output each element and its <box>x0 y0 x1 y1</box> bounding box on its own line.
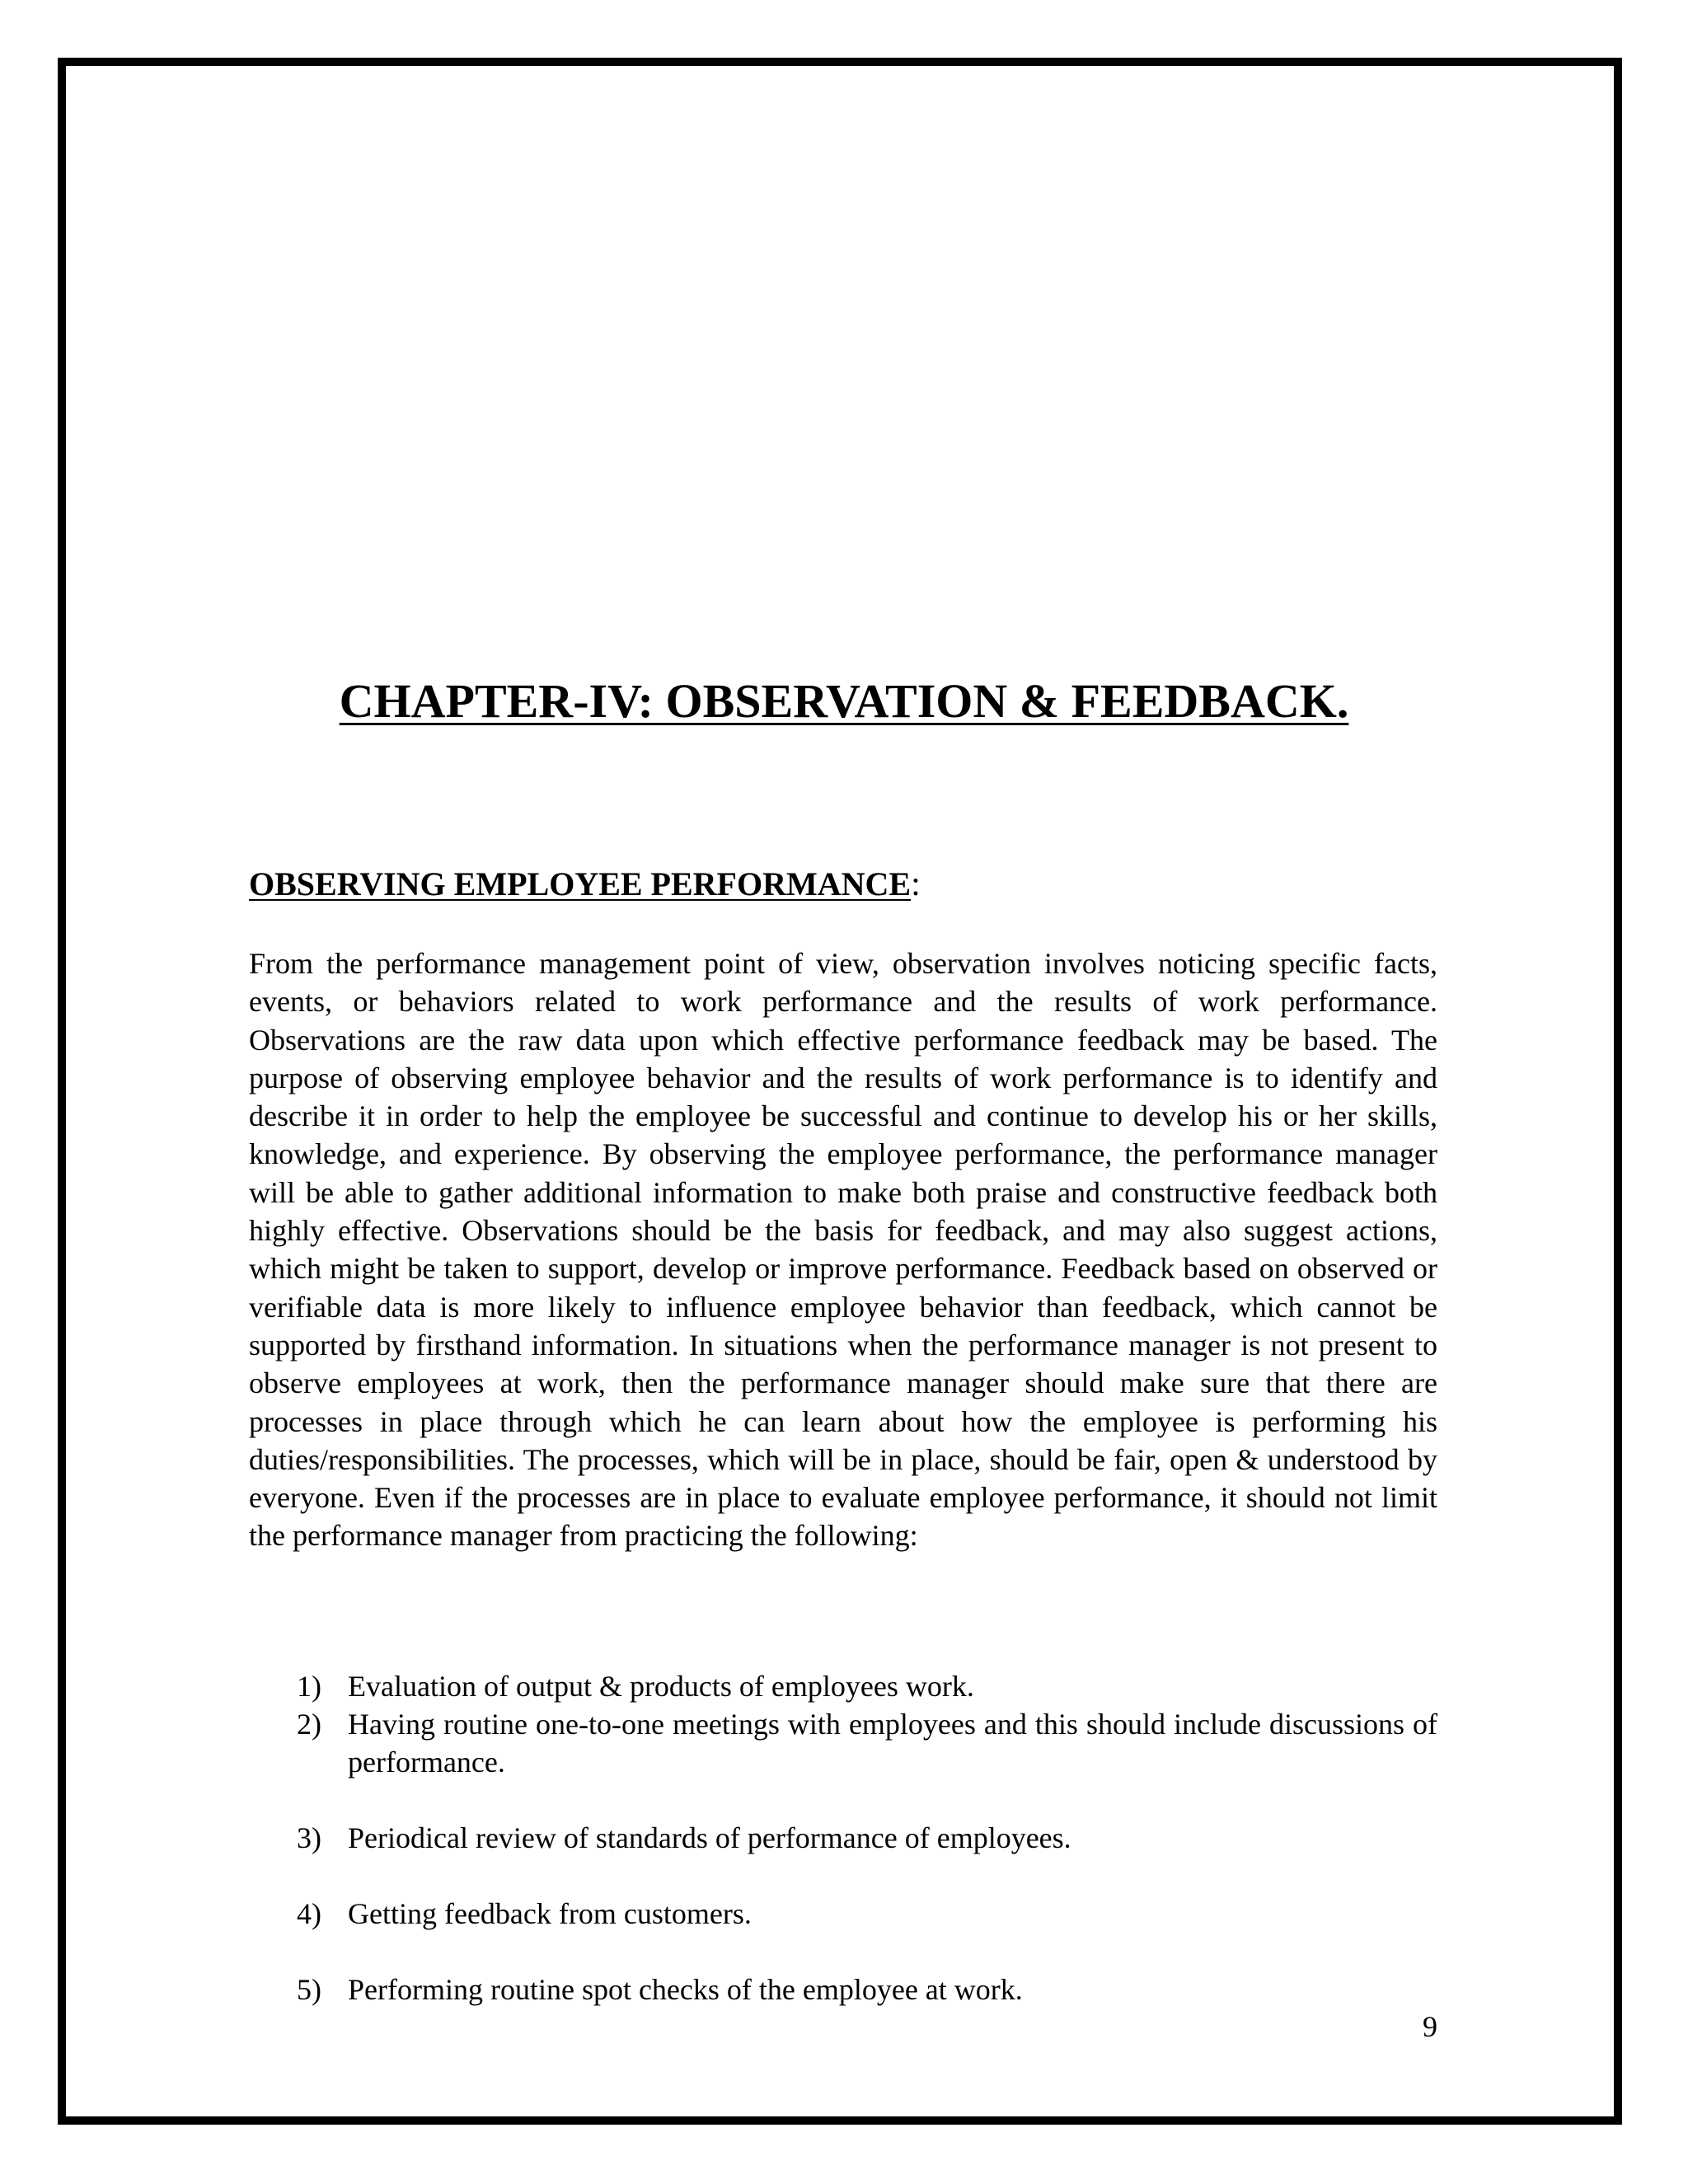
list-item-number: 3) <box>297 1821 321 1854</box>
list-item <box>249 1971 1437 2008</box>
list-item <box>249 1705 1437 1781</box>
section-heading-text: OBSERVING EMPLOYEE PERFORMANCE <box>249 865 912 902</box>
body-paragraph: From the performance management point of view, observation involves noticing specific facts, events, or behaviors related to work performance and the results of work performance. Observations are the raw data upon which effective performance feedback may be based. The purpose of observing employee behavior and the results of work performance is to identify and describe it in order to help the employee be successful and continue to develop his or her skills, knowledge, and experience. By observing the employee performance, the performance manager will be able to gather additional information to make both praise and constructive feedback both highly effective. Observations should be the basis for feedback, and may also suggest actions, which might be taken to support, develop or improve performance. Feedback based on observed or verifiable data is more likely to influence employee behavior than feedback, which cannot be supported by firsthand information. In situations when the performance manager is not present to observe employees at work, then the performance manager should make sure that there are processes in place through which he can learn about how the employee is performing his duties/responsibilities. The processes, which will be in place, should be fair, open & understood by everyone. Even if the processes are in place to evaluate employee performance, it should not limit the performance manager from practicing the following: <box>249 947 1437 1553</box>
list-item-number: 2) <box>297 1708 321 1741</box>
list-item-number: 5) <box>297 1973 321 2006</box>
list-item <box>249 1819 1437 1857</box>
list-item <box>249 1895 1437 1933</box>
chapter-title: CHAPTER-IV: OBSERVATION & FEEDBACK. <box>339 674 1349 728</box>
list-item-text: Performing routine spot checks of the employee at work. <box>348 1973 1023 2006</box>
section-heading <box>249 864 921 905</box>
page-number: 9 <box>1423 2010 1437 2043</box>
list-item-text: Having routine one-to-one meetings with employees and this should include discussions of performance. <box>348 1708 1437 1779</box>
list-item-number: 1) <box>297 1670 321 1703</box>
list-item <box>249 1667 1437 1705</box>
list-item-text: Evaluation of output & products of employees work. <box>348 1670 974 1703</box>
list-item-text: Periodical review of standards of performance of employees. <box>348 1821 1071 1854</box>
list-item-text: Getting feedback from customers. <box>348 1897 752 1930</box>
section-heading-colon: : <box>911 865 921 903</box>
list-item-number: 4) <box>297 1897 321 1930</box>
practice-list <box>249 1667 1437 2008</box>
